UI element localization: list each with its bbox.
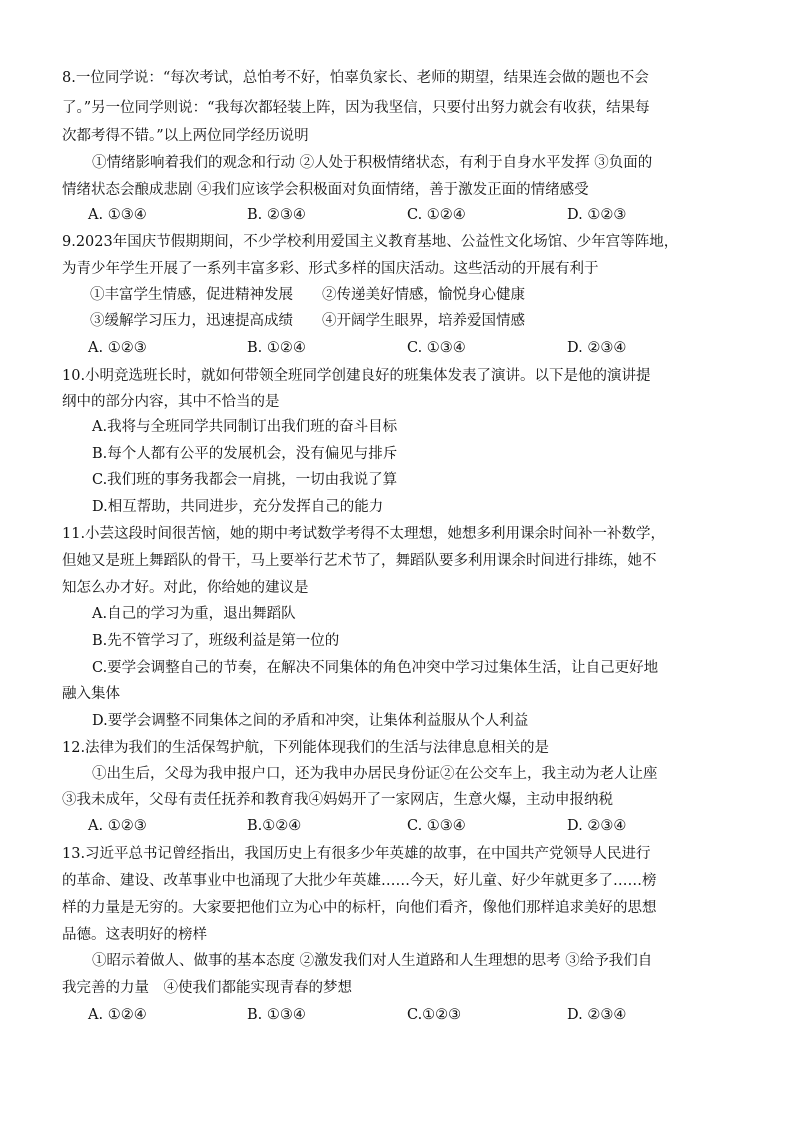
q10-stem-line-2: 纲中的部分内容，其中不恰当的是 (62, 394, 280, 410)
q8-option-d: D. ①②③ (567, 207, 627, 223)
q10-stem-line-1: 10.小明竞选班长时，就如何带领全班同学创建良好的班集体发表了演讲。以下是他的演讲提 (62, 368, 651, 384)
q13-statement-line-1: ①昭示着做人、做事的基本态度 ②激发我们对人生道路和人生理想的思考 ③给予我们自 (92, 953, 653, 969)
q13-stem-line-4: 品德。这表明好的榜样 (62, 927, 207, 943)
q9-statement-line-1: ①丰富学生情感，促进精神发展 ②传递美好情感，愉悦身心健康 (90, 287, 525, 303)
q11-option-a: A.自己的学习为重，退出舞蹈队 (92, 606, 296, 622)
q13-statement-line-2: 我完善的力量 ④使我们都能实现青春的梦想 (62, 980, 352, 996)
q11-stem-line-1: 11.小芸这段时间很苦恼，她的期中考试数学考得不太理想，她想多利用课余时间补一补数学， (62, 526, 666, 542)
q10-option-d: D.相互帮助，共同进步，充分发挥自己的能力 (92, 499, 384, 515)
q8-stem-line-1: 8.一位同学说：“每次考试，总怕考不好，怕辜负家长、老师的期望，结果连会做的题也不会 (62, 70, 649, 86)
q12-option-c: C. ①③④ (407, 818, 466, 834)
q9-option-b: B. ①②④ (247, 340, 306, 356)
q11-stem-line-2: 但她又是班上舞蹈队的骨干，马上要举行艺术节了，舞蹈队要多利用课余时间进行排练，她不 (62, 553, 657, 569)
q8-statement-line-2: 情绪状态会酿成悲剧 ④我们应该学会积极面对负面情绪，善于激发正面的情绪感受 (62, 182, 589, 198)
q11-option-c-line-2: 融入集体 (62, 686, 120, 702)
q10-option-c: C.我们班的事务我都会一肩挑，一切由我说了算 (92, 472, 398, 488)
q11-option-c-line-1: C.要学会调整自己的节奏，在解决不同集体的角色冲突中学习过集体生活，让自己更好地 (92, 660, 659, 676)
q13-option-a: A. ①②④ (88, 1007, 147, 1023)
q12-option-a: A. ①②③ (88, 818, 147, 834)
q9-option-a: A. ①②③ (88, 340, 147, 356)
q11-option-d: D.要学会调整不同集体之间的矛盾和冲突，让集体利益服从个人利益 (92, 713, 529, 729)
q12-statement-line-1: ①出生后，父母为我申报户口，还为我申办居民身份证②在公交车上，我主动为老人让座 (92, 766, 658, 782)
q8-stem-line-2: 了。”另一位同学则说：“我每次都轻装上阵，因为我坚信，只要付出努力就会有收获，结果每 (62, 100, 650, 116)
q13-option-d: D. ②③④ (567, 1007, 627, 1023)
q12-statement-line-2: ③我未成年，父母有责任抚养和教育我④妈妈开了一家网店，生意火爆，主动申报纳税 (62, 792, 613, 808)
q13-option-b: B. ①③④ (247, 1007, 306, 1023)
q12-option-d: D. ②③④ (567, 818, 627, 834)
q8-statement-line-1: ①情绪影响着我们的观念和行动 ②人处于积极情绪状态，有利于自身水平发挥 ③负面的 (92, 155, 653, 171)
q11-stem-line-3: 知怎么办才好。对此，你给她的建议是 (62, 580, 309, 596)
q8-option-c: C. ①②④ (407, 207, 466, 223)
q13-option-c: C.①②③ (407, 1007, 462, 1023)
q8-stem-line-3: 次都考得不错。”以上两位同学经历说明 (62, 128, 309, 144)
q9-option-c: C. ①③④ (407, 340, 466, 356)
q13-stem-line-1: 13.习近平总书记曾经指出，我国历史上有很多少年英雄的故事，在中国共产党领导人民进行 (62, 846, 651, 862)
q13-stem-line-3: 样的力量是无穷的。大家要把他们立为心中的标杆，向他们看齐，像他们那样追求美好的思想 (62, 900, 657, 916)
q8-option-a: A. ①③④ (88, 207, 147, 223)
q12-option-b: B.①②④ (247, 818, 302, 834)
q9-statement-line-2: ③缓解学习压力，迅速提高成绩 ④开阔学生眼界，培养爱国情感 (90, 313, 525, 329)
q10-option-a: A.我将与全班同学共同制订出我们班的奋斗目标 (92, 419, 398, 435)
q11-option-b: B.先不管学习了，班级利益是第一位的 (92, 633, 340, 649)
q8-option-b: B. ②③④ (247, 207, 306, 223)
q9-stem-line-2: 为青少年学生开展了一系列丰富多彩、形式多样的国庆活动。这些活动的开展有利于 (62, 261, 599, 277)
q13-stem-line-2: 的革命、建设、改革事业中也涌现了大批少年英雄……今天，好儿童、好少年就更多了……榜 (62, 873, 657, 889)
q9-stem-line-1: 9.2023年国庆节假期期间，不少学校利用爱国主义教育基地、公益性文化场馆、少年宫等阵地， (62, 234, 679, 250)
q9-option-d: D. ②③④ (567, 340, 627, 356)
q10-option-b: B.每个人都有公平的发展机会，没有偏见与排斥 (92, 446, 398, 462)
q12-stem-line-1: 12.法律为我们的生活保驾护航，下列能体现我们的生活与法律息息相关的是 (62, 740, 550, 756)
